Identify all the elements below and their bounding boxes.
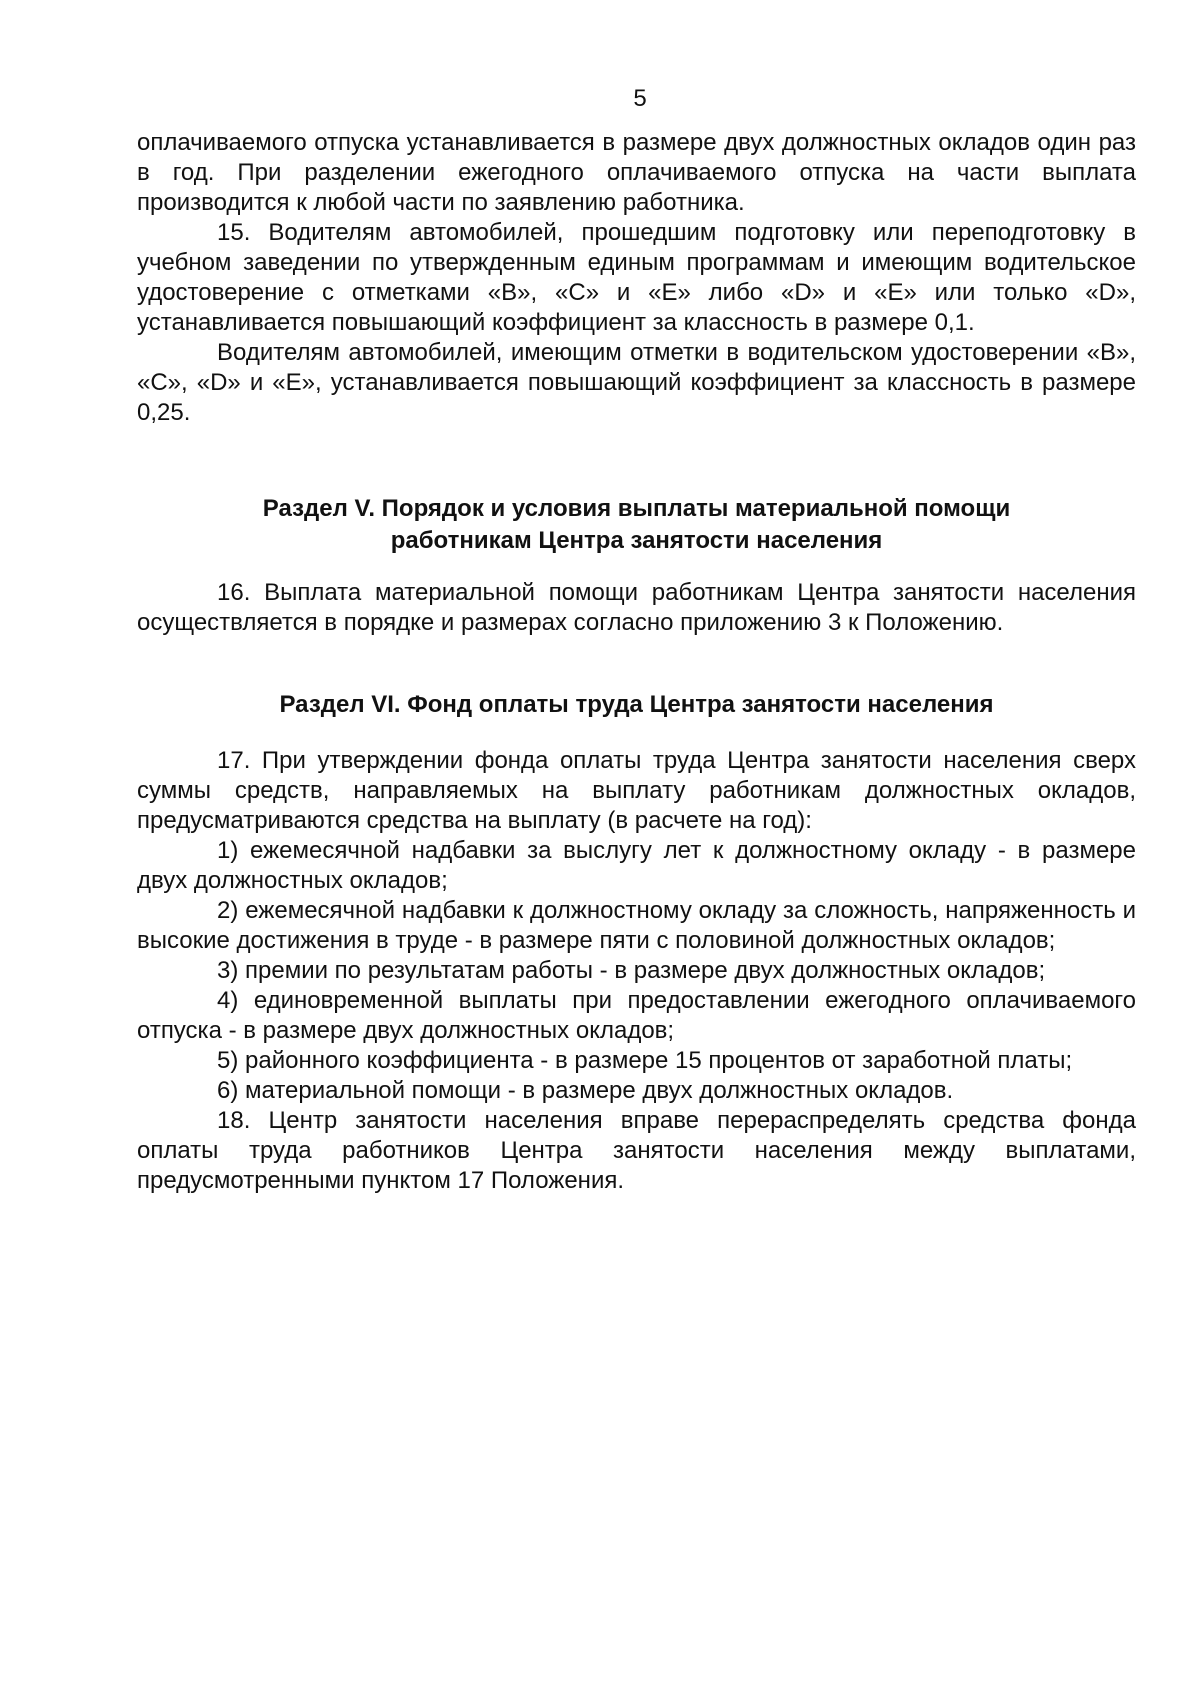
text-block-1 — [137, 128, 1136, 428]
list-item: 5) районного коэффициента - в размере 15 процентов от заработной платы; — [217, 1047, 1073, 1074]
section-heading-line: Раздел VI. Фонд оплаты труда Центра занятости населения — [279, 691, 994, 718]
text-block-3 — [137, 746, 1136, 1196]
list-item: 1) ежемесячной надбавки за выслугу лет к должностному окладу - в размере двух должностных окладов; — [137, 837, 1136, 894]
paragraph: 15. Водителям автомобилей, прошедшим подготовку или переподготовку в учебном заведении по утвержденным единым программам и имеющим водительское удостоверение с отметками «В», «С» и «Е» либо «D» и «Е» или только «D», устанавливается повышающий коэффициент за классность в размере 0,1. — [137, 219, 1136, 336]
list-item: 3) премии по результатам работы - в размере двух должностных окладов; — [217, 957, 1046, 984]
list-item: 6) материальной помощи - в размере двух должностных окладов. — [217, 1077, 954, 1104]
paragraph: 17. При утверждении фонда оплаты труда Центра занятости населения сверх суммы средств, направляемых на выплату работникам должностных окладов, предусматриваются средства на выплату (в расчете на год): — [137, 747, 1136, 834]
section-heading-line: Раздел V. Порядок и условия выплаты материальной помощи — [262, 495, 1011, 522]
section-heading-line: работникам Центра занятости населения — [390, 527, 883, 554]
list-item: 4) единовременной выплаты при предоставлении ежегодного оплачиваемого отпуска - в размере двух должностных окладов; — [137, 987, 1136, 1044]
paragraph: 18. Центр занятости населения вправе перераспределять средства фонда оплаты труда работников Центра занятости населения между выплатами, предусмотренными пунктом 17 Положения. — [137, 1107, 1136, 1194]
paragraph: 16. Выплата материальной помощи работникам Центра занятости населения осуществляется в порядке и размерах согласно приложению 3 к Положению. — [137, 579, 1136, 636]
section-heading-5 — [137, 493, 1136, 557]
text-block-2 — [137, 578, 1136, 638]
paragraph: оплачиваемого отпуска устанавливается в размере двух должностных окладов один раз в год. При разделении ежегодного оплачиваемого отпуска на части выплата производится к любой части по заявлению работника. — [137, 129, 1136, 216]
list-item: 2) ежемесячной надбавки к должностному окладу за сложность, напряженность и высокие достижения в труде - в размере пяти с половиной должностных окладов; — [137, 897, 1136, 954]
page-number: 5 — [633, 85, 647, 112]
paragraph: Водителям автомобилей, имеющим отметки в водительском удостоверении «В», «С», «D» и «Е», устанавливается повышающий коэффициент за классность в размере 0,25. — [137, 339, 1136, 426]
section-heading-6 — [137, 689, 1136, 721]
